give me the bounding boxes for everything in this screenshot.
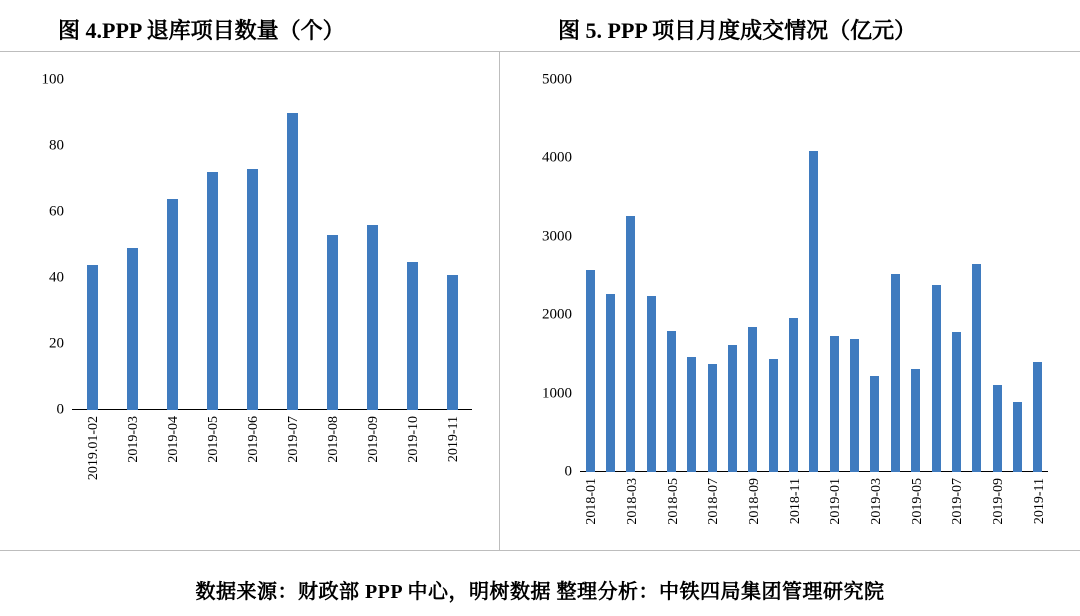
x-axis-tick-label: 2019-11 [1031,478,1047,525]
x-axis-tick-label: 2019-04 [166,416,181,463]
bar-slot [804,80,824,472]
x-axis-tick-label: 2019-07 [950,478,966,525]
bar [367,225,378,410]
x-axis-tick-label: 2019-07 [286,416,301,463]
x-label-slot [392,410,432,530]
bar-slot [824,80,844,472]
bar [247,169,258,410]
x-axis-tick-label: 2018-09 [746,478,762,525]
bar-slot [641,80,661,472]
bar-slot [865,80,885,472]
y-axis-tick: 4000 [542,149,572,166]
x-label-slot [312,410,352,530]
bar [586,270,595,472]
x-label-slot [641,472,661,592]
x-label-slot [885,472,905,592]
bar-slot [621,80,641,472]
charts-row [0,51,1080,551]
y-axis-tick: 60 [49,203,64,220]
x-axis-tick-label: 2019-06 [246,416,261,463]
bar-slot [580,80,600,472]
bar-slot [926,80,946,472]
x-axis-tick-label: 2019-08 [326,416,341,463]
bar-slot [661,80,681,472]
bar [606,294,615,472]
bar-slot [192,80,232,410]
bar-slot [312,80,352,410]
bar [708,364,717,472]
x-axis-tick-label: 2019-01 [828,478,844,525]
bar [287,113,298,410]
x-axis-tick-label: 2019-10 [406,416,421,463]
y-axis-tick: 2000 [542,306,572,323]
bar-slot [72,80,112,410]
x-label-slot [621,472,641,592]
x-label-slot [967,472,987,592]
x-label-slot [824,472,844,592]
x-axis-tick-label: 2018-11 [787,478,803,525]
source-note: 数据来源：财政部 PPP 中心，明树数据 整理分析：中铁四局集团管理研究院 [195,581,885,603]
bar-slot [906,80,926,472]
bar [647,296,656,472]
x-label-slot [946,472,966,592]
bar-slot [352,80,392,410]
x-label-slot [783,472,803,592]
figure-5-plot-area [542,71,1048,525]
x-label-slot [865,472,885,592]
bar [167,199,178,410]
bar [687,357,696,472]
bar [891,274,900,472]
x-axis-tick-label: 2018-07 [706,478,722,525]
bar-slot [112,80,152,410]
bar [952,332,961,472]
bar-slot [152,80,192,410]
bar [447,275,458,410]
y-axis-tick: 20 [49,335,64,352]
bar-slot [682,80,702,472]
x-label-slot [272,410,312,530]
bar [850,339,859,472]
x-axis-labels [72,410,472,530]
x-label-slot [906,472,926,592]
x-label-slot [232,410,272,530]
bar [1013,402,1022,472]
bar-slot [1007,80,1027,472]
x-label-slot [763,472,783,592]
bar [932,285,941,472]
x-axis-tick-label: 2019-11 [446,416,461,463]
bar [87,265,98,410]
bar [911,369,920,472]
bar-slot [763,80,783,472]
x-axis-tick-label: 2018-01 [584,478,600,525]
x-label-slot [72,410,112,530]
x-axis-tick-label: 2019-03 [126,416,141,463]
x-label-slot [580,472,600,592]
bar-slot [885,80,905,472]
x-label-slot [352,410,392,530]
bar-slot [232,80,272,410]
x-label-slot [722,472,742,592]
bar [667,331,676,472]
x-label-slot [152,410,192,530]
y-axis-tick: 3000 [542,228,572,245]
x-axis-labels [580,472,1048,592]
bar [127,248,138,410]
bar-slot [1028,80,1048,472]
bar [870,376,879,472]
x-axis-tick-label: 2019-03 [868,478,884,525]
bar-slot [432,80,472,410]
bar-slot [722,80,742,472]
x-label-slot [987,472,1007,592]
x-label-slot [432,410,472,530]
figure-5-panel [500,52,1079,550]
y-axis-tick: 0 [56,401,64,418]
y-axis-tick: 5000 [542,71,572,88]
bar [830,336,839,472]
bar [626,216,635,472]
bar-slot [272,80,312,410]
y-axis-tick: 80 [49,137,64,154]
x-axis-tick-label: 2019-05 [909,478,925,525]
bar [728,345,737,472]
bar [748,327,757,472]
x-axis-tick-label: 2019-09 [366,416,381,463]
bar [407,262,418,411]
y-axis-tick: 100 [41,71,64,88]
bar [1033,362,1042,472]
bar-slot [946,80,966,472]
x-label-slot [1007,472,1027,592]
x-label-slot [600,472,620,592]
bar [789,318,798,472]
x-label-slot [682,472,702,592]
x-label-slot [112,410,152,530]
bar-slot [987,80,1007,472]
y-axis-tick: 1000 [542,385,572,402]
x-axis-tick-label: 2018-03 [624,478,640,525]
x-axis-tick-label: 2019-05 [206,416,221,463]
figure-4-panel [0,52,500,550]
x-axis-tick-label: 2019-09 [991,478,1007,525]
bar-slot [392,80,432,410]
x-axis-tick-label: 2019.01-02 [86,416,101,481]
bar-series [580,80,1048,472]
x-label-slot [192,410,232,530]
figure-5-title: 图 5. PPP 项目月度成交情况（亿元） [558,18,917,43]
bar-slot [743,80,763,472]
x-label-slot [926,472,946,592]
x-label-slot [702,472,722,592]
x-label-slot [743,472,763,592]
figure-4-title: 图 4.PPP 退库项目数量（个） [58,18,345,43]
bar-series [72,80,472,410]
x-label-slot [844,472,864,592]
bar [327,235,338,410]
x-axis-tick-label: 2018-05 [665,478,681,525]
bar-slot [967,80,987,472]
x-label-slot [1028,472,1048,592]
y-axis-tick: 0 [564,463,572,480]
bar-slot [783,80,803,472]
bar [972,264,981,472]
x-label-slot [661,472,681,592]
bar [993,385,1002,472]
x-label-slot [804,472,824,592]
figure-4-plot-area [41,71,472,481]
figure-titles [0,0,1080,51]
bar [809,151,818,472]
bar [769,359,778,472]
bar-slot [844,80,864,472]
bar-slot [600,80,620,472]
y-axis-tick: 40 [49,269,64,286]
bar [207,172,218,410]
bar-slot [702,80,722,472]
